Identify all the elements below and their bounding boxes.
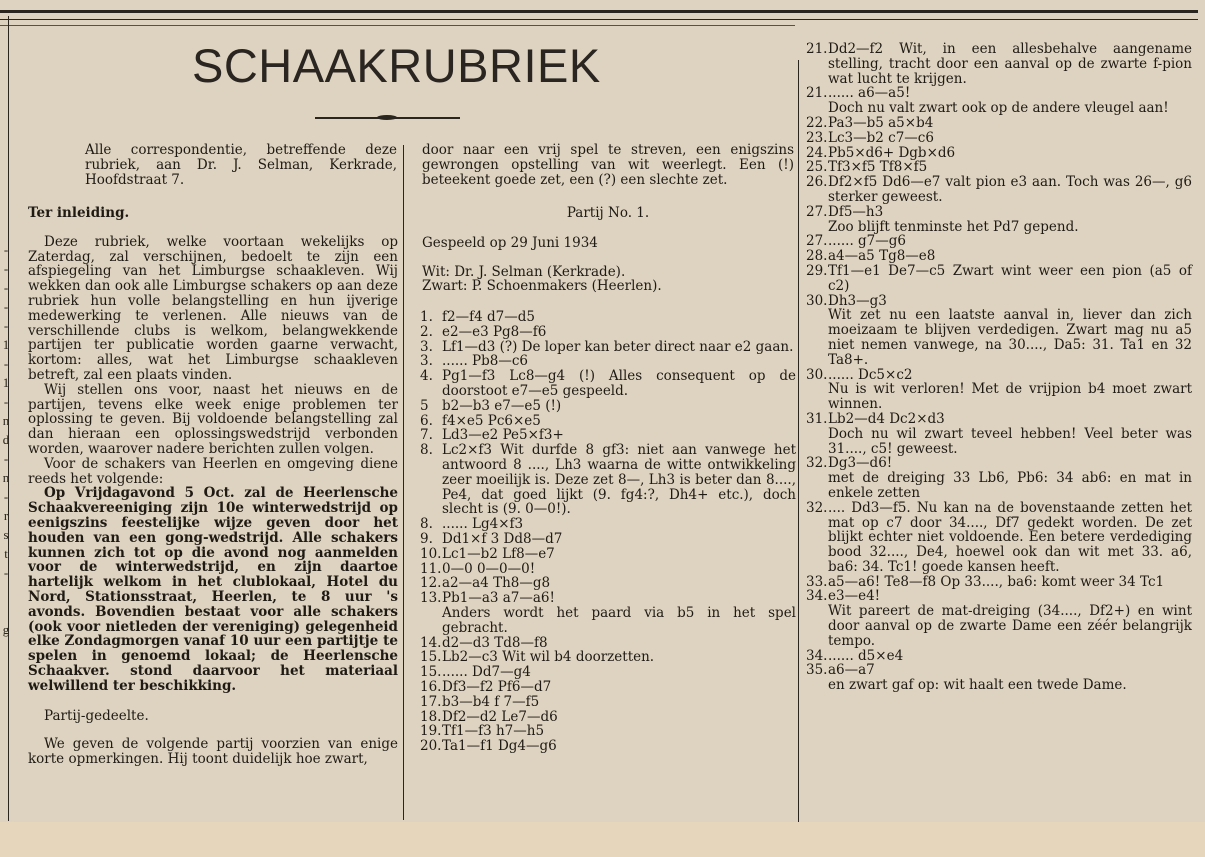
- margin-fragment: 1: [2, 375, 10, 390]
- move-text: b3—b4 f 7—f5: [442, 693, 540, 710]
- move-line: [420, 739, 796, 754]
- game-date: Gespeeld op 29 Juni 1934: [422, 234, 598, 251]
- move-text: ...... a6—a5!: [828, 85, 911, 102]
- move-text: b2—b3 e7—e5 (!): [442, 397, 562, 414]
- black-player: Zwart: P. Schoenmakers (Heerlen).: [422, 278, 662, 295]
- margin-fragment: s: [3, 527, 9, 542]
- move-number: 35.: [806, 662, 828, 679]
- move-number: 3.: [420, 338, 433, 355]
- move-text: ...... Dd7—g4: [442, 664, 531, 681]
- margin-fragment: d: [2, 432, 10, 447]
- margin-fragment: [0, 582, 12, 601]
- move-text: Pb1—a3 a7—a6!: [442, 590, 555, 607]
- move-line: [806, 42, 1192, 86]
- move-line: [806, 368, 1192, 383]
- move-line: [420, 532, 796, 547]
- move-line: [806, 205, 1192, 220]
- move-text: Tf1—f3 h7—h5: [442, 723, 545, 740]
- move-number: 24.: [806, 144, 828, 161]
- move-line: [806, 412, 1192, 427]
- move-line: [806, 575, 1192, 590]
- move-number: 33.: [806, 573, 828, 590]
- move-number: 28.: [806, 248, 828, 265]
- move-text: Lc3—b2 c7—c6: [828, 129, 934, 146]
- margin-fragment: g: [2, 622, 10, 637]
- move-line: [420, 310, 796, 325]
- move-line: [806, 604, 1192, 648]
- move-line: [420, 443, 796, 517]
- move-line: [420, 665, 796, 680]
- move-text: Df3—f2 Pf6—d7: [442, 678, 552, 695]
- top-thin-rule: [0, 25, 795, 26]
- paragraph-heerlen: Voor de schakers van Heerlen en omgeving diene reeds het volgende:: [28, 455, 398, 487]
- move-number: 23.: [806, 129, 828, 146]
- move-line: [806, 501, 1192, 575]
- move-line: [420, 724, 796, 739]
- move-line: [806, 175, 1192, 205]
- move-number: 16.: [420, 678, 442, 695]
- move-number: 7.: [420, 427, 433, 444]
- move-text: Ld3—e2 Pe5×f3+: [442, 427, 564, 444]
- page-bottom-margin: [0, 822, 1205, 857]
- move-number: 32.: [806, 455, 828, 472]
- move-number: [806, 604, 828, 648]
- move-number: 12.: [420, 575, 442, 592]
- heading-partij-gedeelte: Partij-gedeelte.: [44, 707, 149, 724]
- column-1: [28, 206, 398, 767]
- move-text: ...... g7—g6: [828, 233, 907, 250]
- move-number: 5: [420, 397, 429, 414]
- move-number: 6.: [420, 412, 433, 429]
- move-number: [806, 678, 828, 693]
- move-number: 22.: [806, 114, 828, 131]
- margin-fragment: -: [3, 451, 9, 466]
- move-text: Dd1×f 3 Dd8—d7: [442, 530, 563, 547]
- move-text: Lf1—d3 (?) De loper kan beter direct naar e2 gaan.: [442, 338, 794, 355]
- move-text: Nu is wit verloren! Met de vrijpion b4 moet zwart winnen.: [828, 381, 1192, 413]
- move-text: ...... Lg4×f3: [442, 516, 524, 533]
- move-text: f4×e5 Pc6×e5: [442, 412, 541, 429]
- move-line: [420, 325, 796, 340]
- move-number: 15.: [420, 649, 442, 666]
- move-text: Dd2—f2 Wit, in een allesbehalve aangename stelling, tracht door een aanval op de zwarte f-pion wat lucht te krijgen.: [828, 41, 1192, 87]
- move-number: 4.: [420, 368, 433, 385]
- move-number: 15.: [420, 664, 442, 681]
- move-line: [806, 101, 1192, 116]
- move-number: 32.: [806, 499, 828, 516]
- move-line: [806, 589, 1192, 604]
- move-number: 10.: [420, 545, 442, 562]
- margin-fragment: -: [3, 299, 9, 314]
- move-line: [420, 517, 796, 532]
- move-text: e2—e3 Pg8—f6: [442, 323, 547, 340]
- move-number: 19.: [420, 723, 442, 740]
- move-text: Tf3×f5 Tf8×f5: [828, 159, 928, 176]
- left-margin-fragments: [0, 240, 12, 820]
- move-number: 14.: [420, 634, 442, 651]
- move-line: [806, 264, 1192, 294]
- margin-fragment: -: [3, 242, 9, 257]
- move-number: [806, 382, 828, 412]
- move-line: [806, 382, 1192, 412]
- move-line: [806, 249, 1192, 264]
- move-line: [806, 146, 1192, 161]
- paragraph-introduction: Deze rubriek, welke voortaan wekelijks op Zaterdag, zal verschijnen, bedoelt te zijn een afspiegeling van het Limburgse schaakleven. Wij wekken dan ook alle Limburgse schakers op aan deze rubriek hun volle belangstelling en hun ijverige medewerking te verlenen. Alle nieuws van de verschillende clubs is welkom, belangwekkende partijen ter publicatie worden gaarne verwacht, kortom: alles, wat het Limburgse schaakleven betreft, zal een plaats vinden.: [28, 233, 398, 383]
- move-number: 3.: [420, 353, 433, 370]
- move-text: Dg3—d6!: [828, 455, 893, 472]
- move-line: [806, 456, 1192, 471]
- move-line: [806, 294, 1192, 309]
- move-line: [420, 591, 796, 606]
- paragraph-gong-wedstrijd: Op Vrijdagavond 5 Oct. zal de Heerlensche Schaakvereeniging zijn 10e winterwedstrijd op eenigszins feestelijke wijze geven door het houden van een gong-wedstrijd. Alle schakers kunnen zich tot op die avond nog aanmelden voor de winterwedstrijd, en zijn daartoe hartelijk welkom in het clublokaal, Hotel du Nord, Stationsstraat, Heerlen, te 8 uur 's avonds. Bovendien bestaat voor alle schakers (ook voor nietleden der vereniging) gelegenheid elke Zondagmorgen vanaf 10 uur een partijtje te spelen in genoemd lokaal; de Heerlensche Schaakver. stond daarvoor het materiaal welwillend ter beschikking.: [28, 485, 398, 694]
- move-text: Dh3—g3: [828, 292, 887, 309]
- move-text: d2—d3 Td8—f8: [442, 634, 548, 651]
- move-number: 31.: [806, 410, 828, 427]
- column-rule-1: [403, 145, 404, 820]
- move-line: [806, 663, 1192, 678]
- move-line: [420, 650, 796, 665]
- page-title: SCHAAKRUBRIEK: [192, 39, 601, 92]
- move-number: 11.: [420, 560, 442, 577]
- move-line: [806, 649, 1192, 664]
- move-number: 18.: [420, 708, 442, 725]
- move-text: Wit zet nu een laatste aanval in, liever dan zich moeizaam te blijven verdedigen. Zwart mag nu a5 niet nemen vanwege, na 30...., Da5: 31. Ta1 en 32 Ta8+.: [828, 307, 1192, 368]
- move-line: [420, 369, 796, 399]
- move-text: Pb5×d6+ Dgb×d6: [828, 144, 956, 161]
- move-line: [420, 340, 796, 355]
- move-text: Pa3—b5 a5×b4: [828, 114, 934, 131]
- game-title: Partij No. 1.: [566, 205, 650, 221]
- move-number: 8.: [420, 516, 433, 533]
- move-text: ...... Pb8—c6: [442, 353, 529, 370]
- move-number: 27.: [806, 233, 828, 250]
- move-text: Doch nu wil zwart teveel hebben! Veel beter was 31...., c5! geweest.: [828, 425, 1192, 457]
- move-text: f2—f4 d7—d5: [442, 309, 535, 325]
- move-text: en zwart gaf op: wit haalt een twede Dame.: [828, 677, 1127, 694]
- move-number: [420, 606, 442, 636]
- top-rule: [0, 10, 1198, 20]
- paragraph-problems: Wij stellen ons voor, naast het nieuws en de partijen, tevens elke week enige problemen ter oplossing te geven. Bij voldoende belangstelling zal dan hieraan een oplossingswedstrijd verbonden worden, waarover nadere berichten zullen volgen.: [28, 381, 398, 457]
- move-number: 25.: [806, 159, 828, 176]
- move-number: 9.: [420, 530, 433, 547]
- move-text: Lc2×f3 Wit durfde 8 gf3: niet aan vanwege het antwoord 8 ...., Lh3 waarna de witte ontwikkeling zeer moeilijk is. Deze zet 8—, Lh3 is beter dan 8...., Pe4, dat goed lijkt (9. fg4:?, Dh4+ etc.), doch slecht is (9. 0—0!).: [442, 442, 796, 518]
- move-number: 21.: [806, 41, 828, 57]
- move-text: Doch nu valt zwart ook op de andere vleugel aan!: [828, 100, 1169, 117]
- move-text: ...... d5×e4: [828, 647, 904, 664]
- column-3-moves: [806, 42, 1192, 693]
- margin-fragment: -: [3, 489, 9, 504]
- move-line: [420, 414, 796, 429]
- move-number: [806, 308, 828, 367]
- move-number: 34.: [806, 588, 828, 605]
- move-text: a6—a7: [828, 662, 875, 679]
- move-line: [806, 678, 1192, 693]
- move-text: a2—a4 Th8—g8: [442, 575, 551, 592]
- move-number: 13.: [420, 590, 442, 607]
- move-number: 1.: [420, 309, 433, 325]
- move-number: [806, 101, 828, 116]
- margin-fragment: 1: [2, 337, 10, 352]
- margin-fragment: -: [3, 356, 9, 371]
- move-number: 30.: [806, 292, 828, 309]
- move-text: a4—a5 Tg8—e8: [828, 248, 936, 265]
- move-number: 8.: [420, 442, 433, 459]
- move-text: .... Dd3—f5. Nu kan na de bovenstaande zetten het mat op c7 door 34...., Df7 gedekt worden. De zet blijkt echter niet voldoende. Een betere verdediging bood 32...., De4, hoewel ook dan wit met 33. a6, ba6: 34. Tc1! goede kansen heeft.: [828, 499, 1192, 575]
- title-ornament-rule: [315, 117, 460, 119]
- move-text: e3—e4!: [828, 588, 881, 605]
- move-number: 2.: [420, 323, 433, 340]
- move-number: 34.: [806, 647, 828, 664]
- column-2-game-header: [422, 206, 794, 294]
- move-text: Lc1—b2 Lf8—e7: [442, 545, 555, 562]
- move-line: [420, 606, 796, 636]
- move-number: 26.: [806, 174, 828, 191]
- move-number: 20.: [420, 738, 442, 755]
- move-line: [420, 399, 796, 414]
- move-text: Anders wordt het paard via b5 in het spel gebracht.: [442, 604, 796, 636]
- move-line: [420, 695, 796, 710]
- margin-fragment: n: [2, 470, 10, 485]
- move-text: Tf1—e1 De7—c5 Zwart wint weer een pion (a5 of c2): [828, 262, 1192, 294]
- move-number: [806, 220, 828, 235]
- move-line: [420, 576, 796, 591]
- column-2-intro: door naar een vrij spel te streven, een enigszins gewrongen opstelling van wit weerlegt. Een (!) beteekent goede zet, een (?) een slechte zet.: [422, 142, 794, 188]
- move-line: [420, 547, 796, 562]
- margin-fragment: r: [3, 508, 9, 523]
- move-number: 29.: [806, 262, 828, 279]
- move-line: [806, 86, 1192, 101]
- move-text: Pg1—f3 Lc8—g4 (!) Alles consequent op de doorstoot e7—e5 gespeeld.: [442, 368, 796, 399]
- move-line: [806, 308, 1192, 367]
- move-text: Df2×f5 Dd6—e7 valt pion e3 aan. Toch was 26—, g6 sterker geweest.: [828, 174, 1192, 205]
- move-line: [420, 354, 796, 369]
- move-line: [806, 427, 1192, 457]
- intro-address: Alle correspondentie, betreffende deze rubriek, aan Dr. J. Selman, Kerkrade, Hoofdstraat 7.: [85, 142, 397, 188]
- move-line: [806, 220, 1192, 235]
- move-text: ...... Dc5×c2: [828, 366, 913, 383]
- column-rule-2: [798, 60, 799, 822]
- margin-fragment: -: [3, 318, 9, 333]
- move-line: [806, 160, 1192, 175]
- move-text: Wit pareert de mat-dreiging (34...., Df2+) en wint door aanval op de zwarte Dame een zéér belangrijk tempo.: [828, 603, 1192, 649]
- move-text: Lb2—c3 Wit wil b4 doorzetten.: [442, 649, 655, 666]
- margin-fragment: -: [3, 394, 9, 409]
- move-text: Ta1—f1 Dg4—g6: [442, 738, 557, 755]
- move-number: 27.: [806, 203, 828, 220]
- move-line: [806, 131, 1192, 146]
- move-line: [420, 680, 796, 695]
- move-text: 0—0 0—0—0!: [442, 560, 536, 577]
- margin-fragment: -: [3, 280, 9, 295]
- move-text: met de dreiging 33 Lb6, Pb6: 34 ab6: en mat in enkele zetten: [828, 470, 1192, 501]
- move-line: [420, 428, 796, 443]
- white-player: Wit: Dr. J. Selman (Kerkrade).: [422, 263, 626, 280]
- move-line: [806, 471, 1192, 501]
- move-line: [806, 116, 1192, 131]
- move-text: Lb2—d4 Dc2×d3: [828, 410, 945, 427]
- column-2-moves: [420, 310, 796, 754]
- move-number: [806, 471, 828, 501]
- paragraph-partij-intro: We geven de volgende partij voorzien van enige korte opmerkingen. Hij toont duidelijk hoe zwart,: [28, 736, 398, 768]
- heading-ter-inleiding: Ter inleiding.: [28, 205, 130, 221]
- move-text: Df5—h3: [828, 203, 884, 220]
- move-line: [806, 234, 1192, 249]
- move-number: 30.: [806, 366, 828, 383]
- move-text: Zoo blijft tenminste het Pd7 gepend.: [828, 218, 1079, 235]
- move-line: [420, 636, 796, 651]
- margin-fragment: n: [2, 413, 10, 428]
- move-text: Df2—d2 Le7—d6: [442, 708, 558, 725]
- margin-fragment: -: [3, 565, 9, 580]
- margin-fragment: [0, 601, 12, 620]
- move-line: [420, 710, 796, 725]
- margin-fragment: -: [3, 261, 9, 276]
- move-number: [806, 427, 828, 457]
- margin-fragment: t: [4, 546, 8, 561]
- move-number: 17.: [420, 693, 442, 710]
- move-number: 21.: [806, 85, 828, 102]
- move-line: [420, 562, 796, 577]
- move-text: a5—a6! Te8—f8 Op 33...., ba6: komt weer 34 Tc1: [828, 573, 1165, 590]
